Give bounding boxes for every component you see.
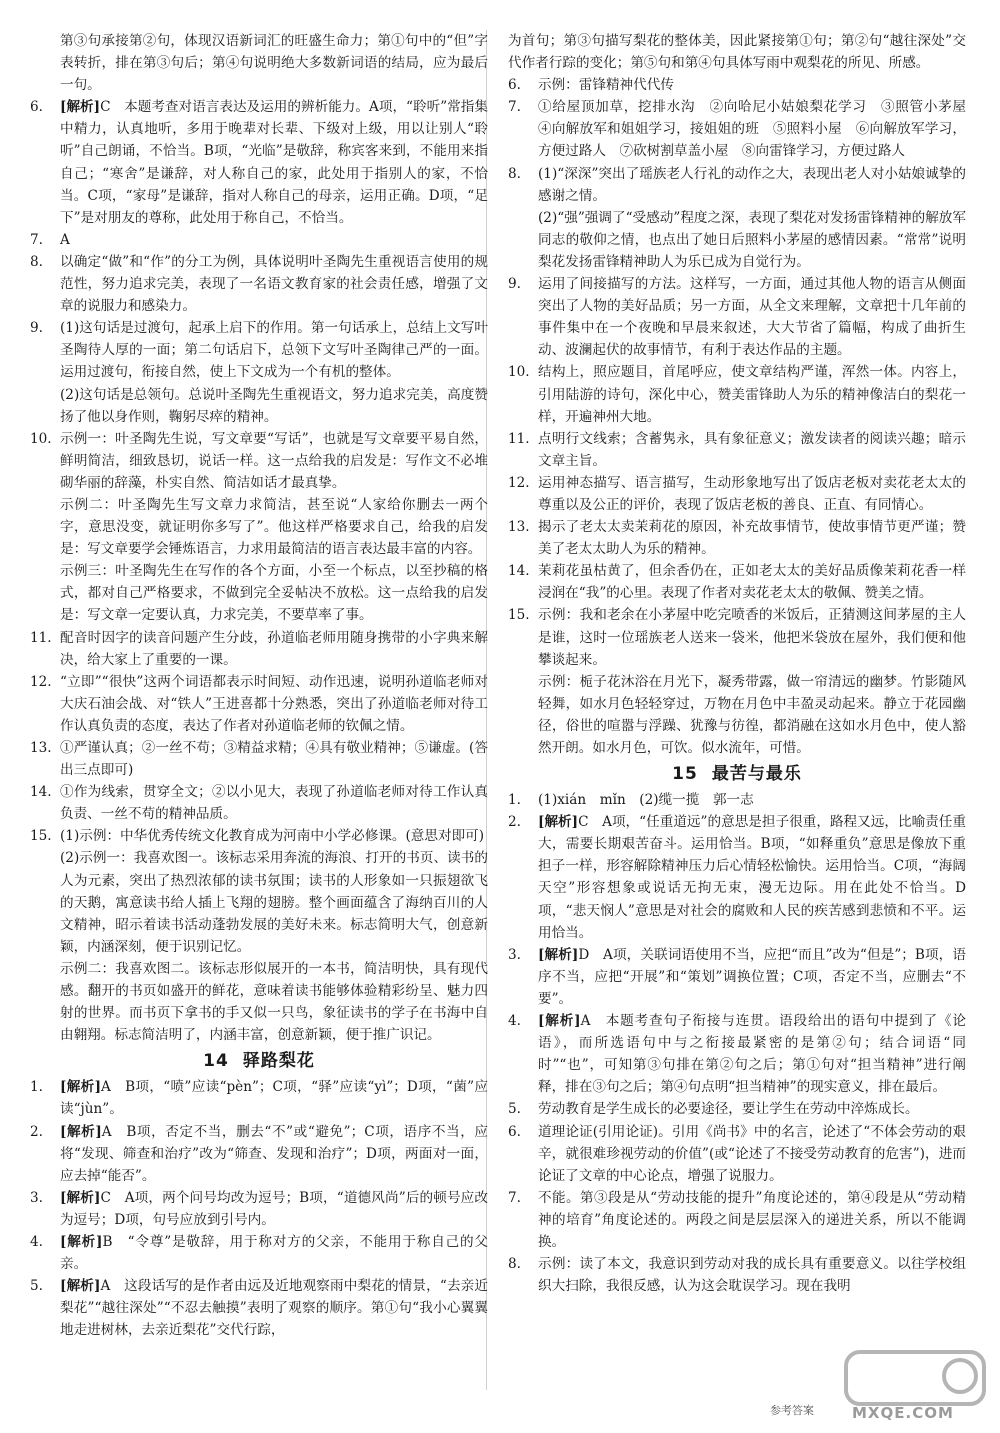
answer-item (30, 96, 488, 229)
answer-number: 2. (508, 814, 521, 831)
answer-list (30, 96, 488, 1046)
answer-number: 1. (508, 792, 521, 809)
answer-text (538, 516, 966, 560)
answer-item (508, 74, 966, 96)
answer-number: 10. (508, 364, 530, 381)
section-name: 驿路梨花 (242, 1051, 315, 1072)
answer-number: 15. (30, 828, 52, 845)
answer-text (60, 96, 488, 229)
answer-content: 点明行文线索；含蓄隽永，具有象征意义；激发读者的阅读兴趣；暗示文章主旨。 (538, 430, 966, 469)
answer-item (508, 1121, 966, 1187)
answer-content: (1)这句话是过渡句，起承上启下的作用。第一句话承上，总结上文写叶圣陶待人厚的一面；第二句话启下，总领下文写叶圣陶律己严的一面。运用过渡句，衔接自然，使上下文成为一个有机的整体。 (2)这句话是总领句。总说叶圣陶先生重视语文，努力追求完美，高度赞扬了他以身作则，鞠躬尽瘁的精神。 (60, 320, 488, 425)
answer-number: 13. (508, 519, 530, 536)
analysis-tag: [解析] (538, 1013, 581, 1030)
answer-number: 5. (30, 1278, 43, 1295)
answer-number: 3. (508, 946, 521, 963)
analysis-tag: [解析] (538, 814, 579, 831)
answer-number: 7. (508, 1189, 521, 1206)
answer-item (508, 604, 966, 759)
answer-number: 5. (508, 1101, 521, 1118)
left-column (30, 30, 488, 1341)
answer-text (60, 229, 488, 251)
answer-number: 6. (508, 1123, 521, 1140)
answer-item (30, 1231, 488, 1275)
answer-text (538, 1010, 966, 1098)
analysis-tag: [解析] (60, 99, 101, 116)
answer-content: 配音时因字的读音问题产生分歧，孙道临老师用随身携带的小字典来解决，给大家上了重要的一课。 (60, 629, 488, 668)
answer-text (60, 825, 488, 1046)
answer-content: 茉莉花虽枯黄了，但余香仍在，正如老太太的美好品质像茉莉花香一样浸润在“我”的心里。表现了作者对卖花老太太的敬佩、赞美之情。 (538, 563, 966, 602)
answer-content: (1)xián mǐn (2)缆一揽 郭一志 (538, 792, 754, 809)
answer-item (508, 516, 966, 560)
answer-item (30, 671, 488, 737)
answer-number: 3. (30, 1189, 43, 1206)
answer-item (30, 1076, 488, 1120)
answer-content: C A项，两个问号均改为逗号；B项，“道德风尚”后的顿号应改为逗号；D项，句号应放到引号内。 (60, 1189, 488, 1228)
answer-item (30, 317, 488, 427)
analysis-tag: [解析] (538, 946, 579, 963)
answer-text (60, 251, 488, 317)
answer-content: 运用了间接描写的方法。这样写，一方面，通过其他人物的语言从侧面突出了人物的美好品质；另一方面，从全文来理解，文章把十几年前的事件集中在一个夜晚和早晨来叙述，大大节省了篇幅，构成了曲折生动、波澜起伏的故事情节，有利于表达作品的主题。 (538, 276, 966, 359)
answer-text (60, 1076, 488, 1120)
answer-content: ①给屋顶加草，挖排水沟 ②向哈尼小姑娘梨花学习 ③照管小茅屋 ④向解放军和姐姐学习，接姐姐的班 ⑤照料小屋 ⑥向解放军学习，方便过路人 ⑦砍树割草盖小屋 ⑧向雷锋学习，方便过路人 (538, 99, 980, 160)
section-title-15 (508, 761, 966, 787)
answer-number: 9. (508, 276, 521, 293)
answer-number: 8. (30, 253, 43, 270)
answer-text (538, 811, 966, 944)
watermark-url: MXQE.COM (852, 1404, 954, 1422)
page-footer: 参考答案 (770, 1404, 814, 1417)
answer-list (30, 1076, 488, 1341)
answer-number: 4. (30, 1233, 43, 1250)
answer-text (60, 1231, 488, 1275)
answer-text (60, 1275, 488, 1341)
answer-item (508, 472, 966, 516)
answer-text (538, 789, 966, 811)
answer-list (508, 789, 966, 1297)
answer-content: 运用神态描写、语言描写，生动形象地写出了饭店老板对卖花老太太的尊重以及公正的评价，表现了饭店老板的善良、正直、有同情心。 (538, 474, 966, 513)
answer-item (508, 163, 966, 273)
answer-number: 12. (30, 673, 52, 690)
continued-paragraph: 第③句承接第②句，体现汉语新词汇的旺盛生命力；第①句中的“但”字表转折，排在第③句后；第④句说明绝大多数新词语的结局，应为最后一句。 (60, 33, 488, 94)
continued-paragraph: 为首句；第③句描写梨花的整体美，因此紧接第①句；第②句“越往深处”交代作者行踪的变化；第⑤句和第④句具体写雨中观梨花的所见、所感。 (508, 33, 966, 72)
answer-number: 7. (508, 99, 521, 116)
answer-text (538, 163, 966, 273)
answer-item (30, 737, 488, 781)
answer-content: 以确定“做”和“作”的分工为例，具体说明叶圣陶先生重视语言使用的规范性，努力追求完美，表现了一名语文教育家的社会责任感，增强了文章的说服力和感染力。 (60, 253, 488, 315)
answer-item (508, 944, 966, 1010)
answer-number: 6. (30, 99, 43, 116)
answer-number: 6. (508, 77, 521, 94)
answer-content: A 本题考查句子衔接与连贯。语段给出的语句中提到了《论语》，而所选语句中与之衔接最紧密的是第②句；结合词语“同时”“也”，可知第③句排在第②句之后；第①句对“担当精神”进行阐释，排在③句之后；第④句点明“担当精神”的现实意义，排在最后。 (538, 1013, 966, 1096)
answer-number: 10. (30, 430, 52, 447)
watermark-circle (944, 1360, 976, 1392)
answer-item (508, 273, 966, 361)
answer-item (30, 251, 488, 317)
answer-content: 示例一：叶圣陶先生说，写文章要“写话”，也就是写文章要平易自然，鲜明简洁，细致恳切，说话一样。这一点给我的启发是：写作文不必堆砌华丽的辞藻，朴实自然、简洁如话才最真挚。 示例二：叶圣陶先生写文章力求简洁，甚至说“人家给你删去一两个字，意思没变，就证明你多写了”。他这样严格要求自己，给我的启发是：写文章要学会锤炼语言，力求用最简洁的语言表达最丰富的内容。 示例三：叶圣陶先生在写作的各个方面，小至一个标点，以至抄稿的格式，都对自己严格要求，不做到完全妥帖决不放松。这一点给我的启发是：写文章一定要认真，力求完美，不要草率了事。 (60, 430, 488, 624)
answer-number: 8. (508, 165, 521, 182)
answer-text (538, 1121, 966, 1187)
answer-text (60, 317, 488, 427)
answer-number: 11. (508, 430, 530, 447)
answer-content: 揭示了老太太卖茉莉花的原因，补充故事情节，使故事情节更严谨；赞美了老太太助人为乐的精神。 (538, 519, 966, 558)
answer-number: 2. (30, 1123, 43, 1140)
answer-number: 13. (30, 740, 52, 756)
answer-content: A 这段话写的是作者由远及近地观察雨中梨花的情景，“去亲近梨花”“越往深处”“不忍去触摸”表明了观察的顺序。第①句“我小心翼翼地走进树林，去亲近梨花”交代行踪， (60, 1278, 488, 1339)
answer-text (60, 1187, 488, 1231)
answer-content: 示例：雷锋精神代代传 (538, 77, 674, 94)
answer-number: 7. (30, 231, 43, 248)
answer-text (538, 273, 966, 361)
answer-text (538, 428, 966, 472)
answer-text (538, 560, 966, 604)
answer-content: 示例：读了本文，我意识到劳动对我的成长具有重要意义。以往学校组织大扫除，我很反感，认为这会耽误学习。现在我明 (538, 1256, 966, 1295)
answer-item (508, 1187, 966, 1253)
answer-text (538, 96, 980, 162)
answer-item (508, 1253, 966, 1297)
answer-content: 不能。第③段是从“劳动技能的提升”角度论述的，第④段是从“劳动精神的培育”角度论述的。两段之间是层层深入的递进关系，所以不能调换。 (538, 1189, 966, 1250)
answer-number: 14. (30, 784, 52, 801)
answer-item (30, 1121, 488, 1187)
answer-item (30, 1187, 488, 1231)
answer-content: D A项，关联词语使用不当，应把“而且”改为“但是”；B项，语序不当，应把“开展”和“策划”调换位置；C项，否定不当，应删去“不要”。 (538, 946, 966, 1007)
analysis-tag: [解析] (60, 1079, 102, 1096)
answer-text (538, 74, 966, 96)
answer-number: 15. (508, 607, 530, 624)
answer-item (508, 428, 966, 472)
analysis-tag: [解析] (60, 1233, 103, 1250)
answer-list (508, 74, 980, 759)
answer-content: (1)“深深”突出了瑶族老人行礼的动作之大，表现出老人对小姑娘诚挚的感谢之情。 (2)“强”强调了“受感动”程度之深，表现了梨花对发扬雷锋精神的解放军同志的敬仰之情，也点出了她日后照料小茅屋的感情因素。“常常”说明梨花发扬雷锋精神助人为乐已成为自觉行为。 (538, 165, 966, 270)
answer-content: A (60, 231, 70, 248)
answer-content: A B项，“喷”应读“pèn”；C项，“驿”应读“yì”；D项，“菌”应读“jùn”。 (60, 1079, 488, 1118)
answer-content: “立即”“很快”这两个词语都表示时间短、动作迅速，说明孙道临老师对大庆石油会战、对“铁人”王进喜都十分熟悉，突出了孙道临老师对待工作认真负责的态度，表达了作者对孙道临老师的钦佩之情。 (60, 673, 488, 734)
answer-number: 14. (508, 563, 530, 580)
section-number: 15 (672, 764, 698, 785)
answer-text (60, 671, 488, 737)
answer-item (508, 1010, 966, 1098)
answer-number: 4. (508, 1013, 521, 1030)
answer-text (60, 737, 488, 781)
answer-content: 示例：我和老余在小茅屋中吃完喷香的米饭后，正猜测这间茅屋的主人是谁，这时一位瑶族老人送来一袋米，他把米袋放在屋外，我们便和他攀谈起来。 示例：栀子花沐浴在月光下，凝秀带露，做一帘清远的幽梦。竹影随风轻舞，如水月色轻轻穿过，万物在月色中丰盈灵动起来。静立于花园幽径，俗世的喧嚣与浮躁、犹豫与彷徨，都消融在这如水月色中，使人豁然开朗。如水月色，可饮。似水流年，可惜。 (538, 607, 966, 756)
answer-number: 1. (30, 1079, 43, 1096)
answer-text (538, 1253, 966, 1297)
answer-content: 结构上，照应题目，首尾呼应，使文章结构严谨，浑然一体。内容上，引用陆游的诗句，深化中心，赞美雷锋助人为乐的精神像洁白的梨花一样，开遍神州大地。 (538, 364, 966, 425)
answer-text (538, 604, 966, 759)
answer-item (508, 789, 966, 811)
answer-number: 8. (508, 1256, 521, 1273)
answer-item (508, 361, 966, 427)
answer-content: (1)示例：中华优秀传统文化教育成为河南中小学必修课。(意思对即可) (2)示例一：我喜欢图一。该标志采用奔流的海浪、打开的书页、读书的人为元素，突出了热烈浓郁的读书氛围；读书的人形象如一只振翅欲飞的天鹅，寓意读书给人插上飞翔的翅膀。整个画面蕴含了海纳百川的人文精神，昭示着读书活动蓬勃发展的美好未来。标志简明大气，创意新颖，内涵深刻，便于识别记忆。 示例二：我喜欢图二。该标志形似展开的一本书，简洁明快，具有现代感。翻开的书页如盛开的鲜花，意味着读书能够体验精彩纷呈、魅力四射的世界。而书页下拿书的手又似一只鸟，象征读书的学子在书海中自由翱翔。标志简洁明了，内涵丰富，创意新颖，便于推广识记。 (60, 828, 488, 1044)
answer-item (30, 627, 488, 671)
answer-number: 9. (30, 320, 43, 337)
answer-content: ①严谨认真；②一丝不苟；③精益求精；④具有敬业精神；⑤谦虚。(答出三点即可) (60, 740, 488, 779)
answer-content: 劳动教育是学生成长的必要途径，要让学生在劳动中淬炼成长。 (538, 1101, 919, 1118)
answer-content: 道理论证(引用论证)。引用《尚书》中的名言，论述了“不体会劳动的艰辛，就很难珍视劳动的价值”(或“论述了不接受劳动教育的危害”)，进而论证了文章的中心论点，增强了说服力。 (538, 1123, 966, 1184)
answer-item (30, 428, 488, 627)
answer-item (508, 811, 966, 944)
answer-text (538, 1187, 966, 1253)
section-title-14 (30, 1048, 488, 1074)
answer-item (30, 781, 488, 825)
answer-item (30, 229, 488, 251)
right-column (508, 30, 980, 1297)
answer-text (60, 428, 488, 627)
answer-content: A B项，否定不当，删去“不”或“避免”；C项，语序不当，应将“发现、筛查和治疗”改为“筛查、发现和治疗”；D项，两面对一面，应去掉“能否”。 (60, 1123, 488, 1184)
answer-number: 11. (30, 629, 52, 646)
answer-item (508, 560, 966, 604)
answer-text (60, 627, 488, 671)
analysis-tag: [解析] (60, 1123, 102, 1140)
section-name: 最苦与最乐 (711, 764, 802, 785)
answer-text (538, 361, 966, 427)
answer-item (30, 1275, 488, 1341)
section-number: 14 (203, 1051, 229, 1072)
answer-text (60, 781, 488, 825)
answer-content: ①作为线索，贯穿全文；②以小见大，表现了孙道临老师对待工作认真负责、一丝不苟的精神品质。 (60, 784, 488, 823)
answer-content: B “令尊”是敬辞，用于称对方的父亲，不能用于称自己的父亲。 (60, 1233, 488, 1273)
answer-content: C A项，“任重道远”的意思是担子很重，路程又远，比喻责任重大，需要长期艰苦奋斗。运用恰当。B项，“如释重负”意思是像放下重担子一样，形容解除精神压力后心情轻松愉快。运用恰当。C项，“海阔天空”形容想象或说话无拘无束，漫无边际。用在此处不恰当。D项，“悲天悯人”意思是对社会的腐败和人民的疾苦感到悲愤和不平。运用恰当。 (538, 814, 966, 941)
answer-item (508, 96, 980, 162)
answer-text (538, 472, 966, 516)
analysis-tag: [解析] (60, 1278, 101, 1295)
analysis-tag: [解析] (60, 1189, 101, 1206)
answer-text (538, 1098, 966, 1120)
answer-text (60, 1121, 488, 1187)
answer-text (538, 944, 966, 1010)
answer-number: 12. (508, 474, 530, 491)
answer-item (30, 825, 488, 1046)
answer-content: C 本题考查对语言表达及运用的辨析能力。A项，“聆听”常指集中精力，认真地听，多用于晚辈对长辈、下级对上级，用以让别人“聆听”自己朗诵，不恰当。B项，“光临”是敬辞，称宾客来到，不能用来指自己；“寒舍”是谦辞，对人称自己的家，此处用于指别人的家，不恰当。C项，“家母”是谦辞，指对人称自己的母亲，运用正确。D项，“足下”是对朋友的尊称，此处用于称自己，不恰当。 (60, 99, 488, 226)
answer-item (508, 1098, 966, 1120)
